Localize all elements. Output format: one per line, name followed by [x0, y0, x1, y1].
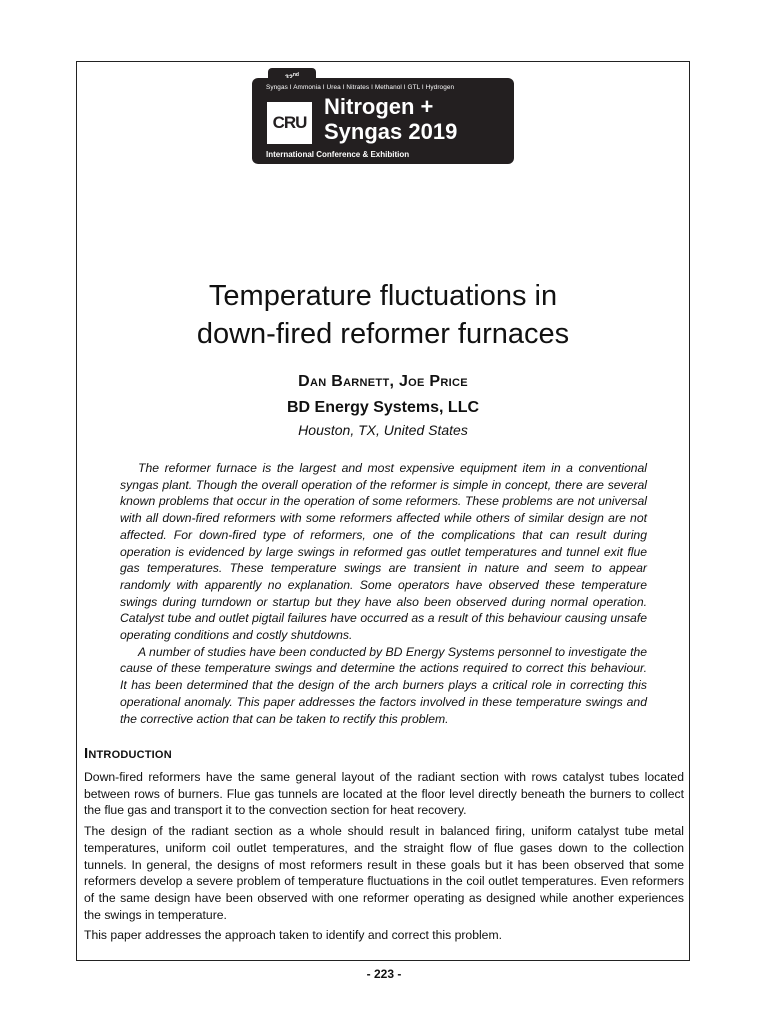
page-number: - 223 -	[366, 967, 402, 981]
conference-logo	[252, 68, 514, 165]
body-paragraph: This paper addresses the approach taken to identify and correct this problem.	[84, 928, 502, 943]
edition-suffix: nd	[292, 72, 299, 78]
title-line2: down-fired reformer furnaces	[196, 318, 570, 350]
logo-box	[252, 78, 514, 164]
introduction-body	[84, 769, 684, 948]
abstract-paragraph: A number of studies have been conducted by BD Energy Systems personnel to investigate the cause of these temperature swings and determine the actions required to correct this behaviour. It has been determined that the design of the arch burners plays a critical role in correcting this operational anomaly. This paper addresses the factors involved in these temperature swings and the corrective action that can be taken to rectify this problem.	[120, 644, 648, 726]
paper-title	[76, 277, 690, 353]
abstract	[120, 460, 647, 727]
title-line1: Temperature fluctuations in	[208, 280, 558, 312]
company: BD Energy Systems, LLC	[286, 399, 480, 416]
location: Houston, TX, United States	[298, 422, 468, 438]
cru-brand-mark: CRU	[267, 102, 312, 144]
body-paragraph: Down-fired reformers have the same general layout of the radiant section with rows catalyst tubes located between rows of burners. Flue gas tunnels are located at the floor level directly beneath the burners to collect the flue gas and transport it to the convection section for heat recovery.	[84, 770, 684, 818]
logo-topics: Syngas I Ammonia I Urea I Nitrates I Methanol I GTL I Hydrogen	[266, 84, 455, 91]
conference-subtitle: International Conference & Exhibition	[266, 150, 410, 159]
body-paragraph: The design of the radiant section as a whole should result in balanced firing, uniform catalyst tube metal temperatures, uniform coil outlet temperatures, and the straight flow of flue gases down to the collection tunnels. In general, the designs of most reformers result in these goals but it has been observed that some reformers develop a severe problem of temperature fluctuations in the coil outlet temperatures. Even reformers of the same design have been observed with one reformer operating as designed while another experiences the swings in temperature.	[84, 824, 684, 922]
conference-name-line2: Syngas 2019	[324, 119, 458, 144]
abstract-paragraph: The reformer furnace is the largest and most expensive equipment item in a conventional syngas plant. Though the overall operation of the reformer is simple in concept, there are several known problems that occur in the operation of some reformers. These problems are not universal with all down-fired reformers with some reformers affected while others of similar design are not affected. For down-fired type of reformers, one of the complications that can result during operation is evidenced by large swings in reformed gas outlet temperatures and tunnel exit flue gas temperatures. These temperature swings are transient in nature and seem to appear randomly with apparently no explanation. Some operators have observed these temperature swings during turndown or startup but they have also been observed during normal operation. Catalyst tube and outlet pigtail failures have occurred as a result of this behaviour causing unsafe operating conditions and costly shutdowns.	[120, 461, 647, 643]
authors: Dan Barnett, Joe Price	[298, 373, 468, 390]
conference-name-line1: Nitrogen +	[324, 94, 434, 119]
introduction-heading: Introduction	[84, 745, 172, 762]
